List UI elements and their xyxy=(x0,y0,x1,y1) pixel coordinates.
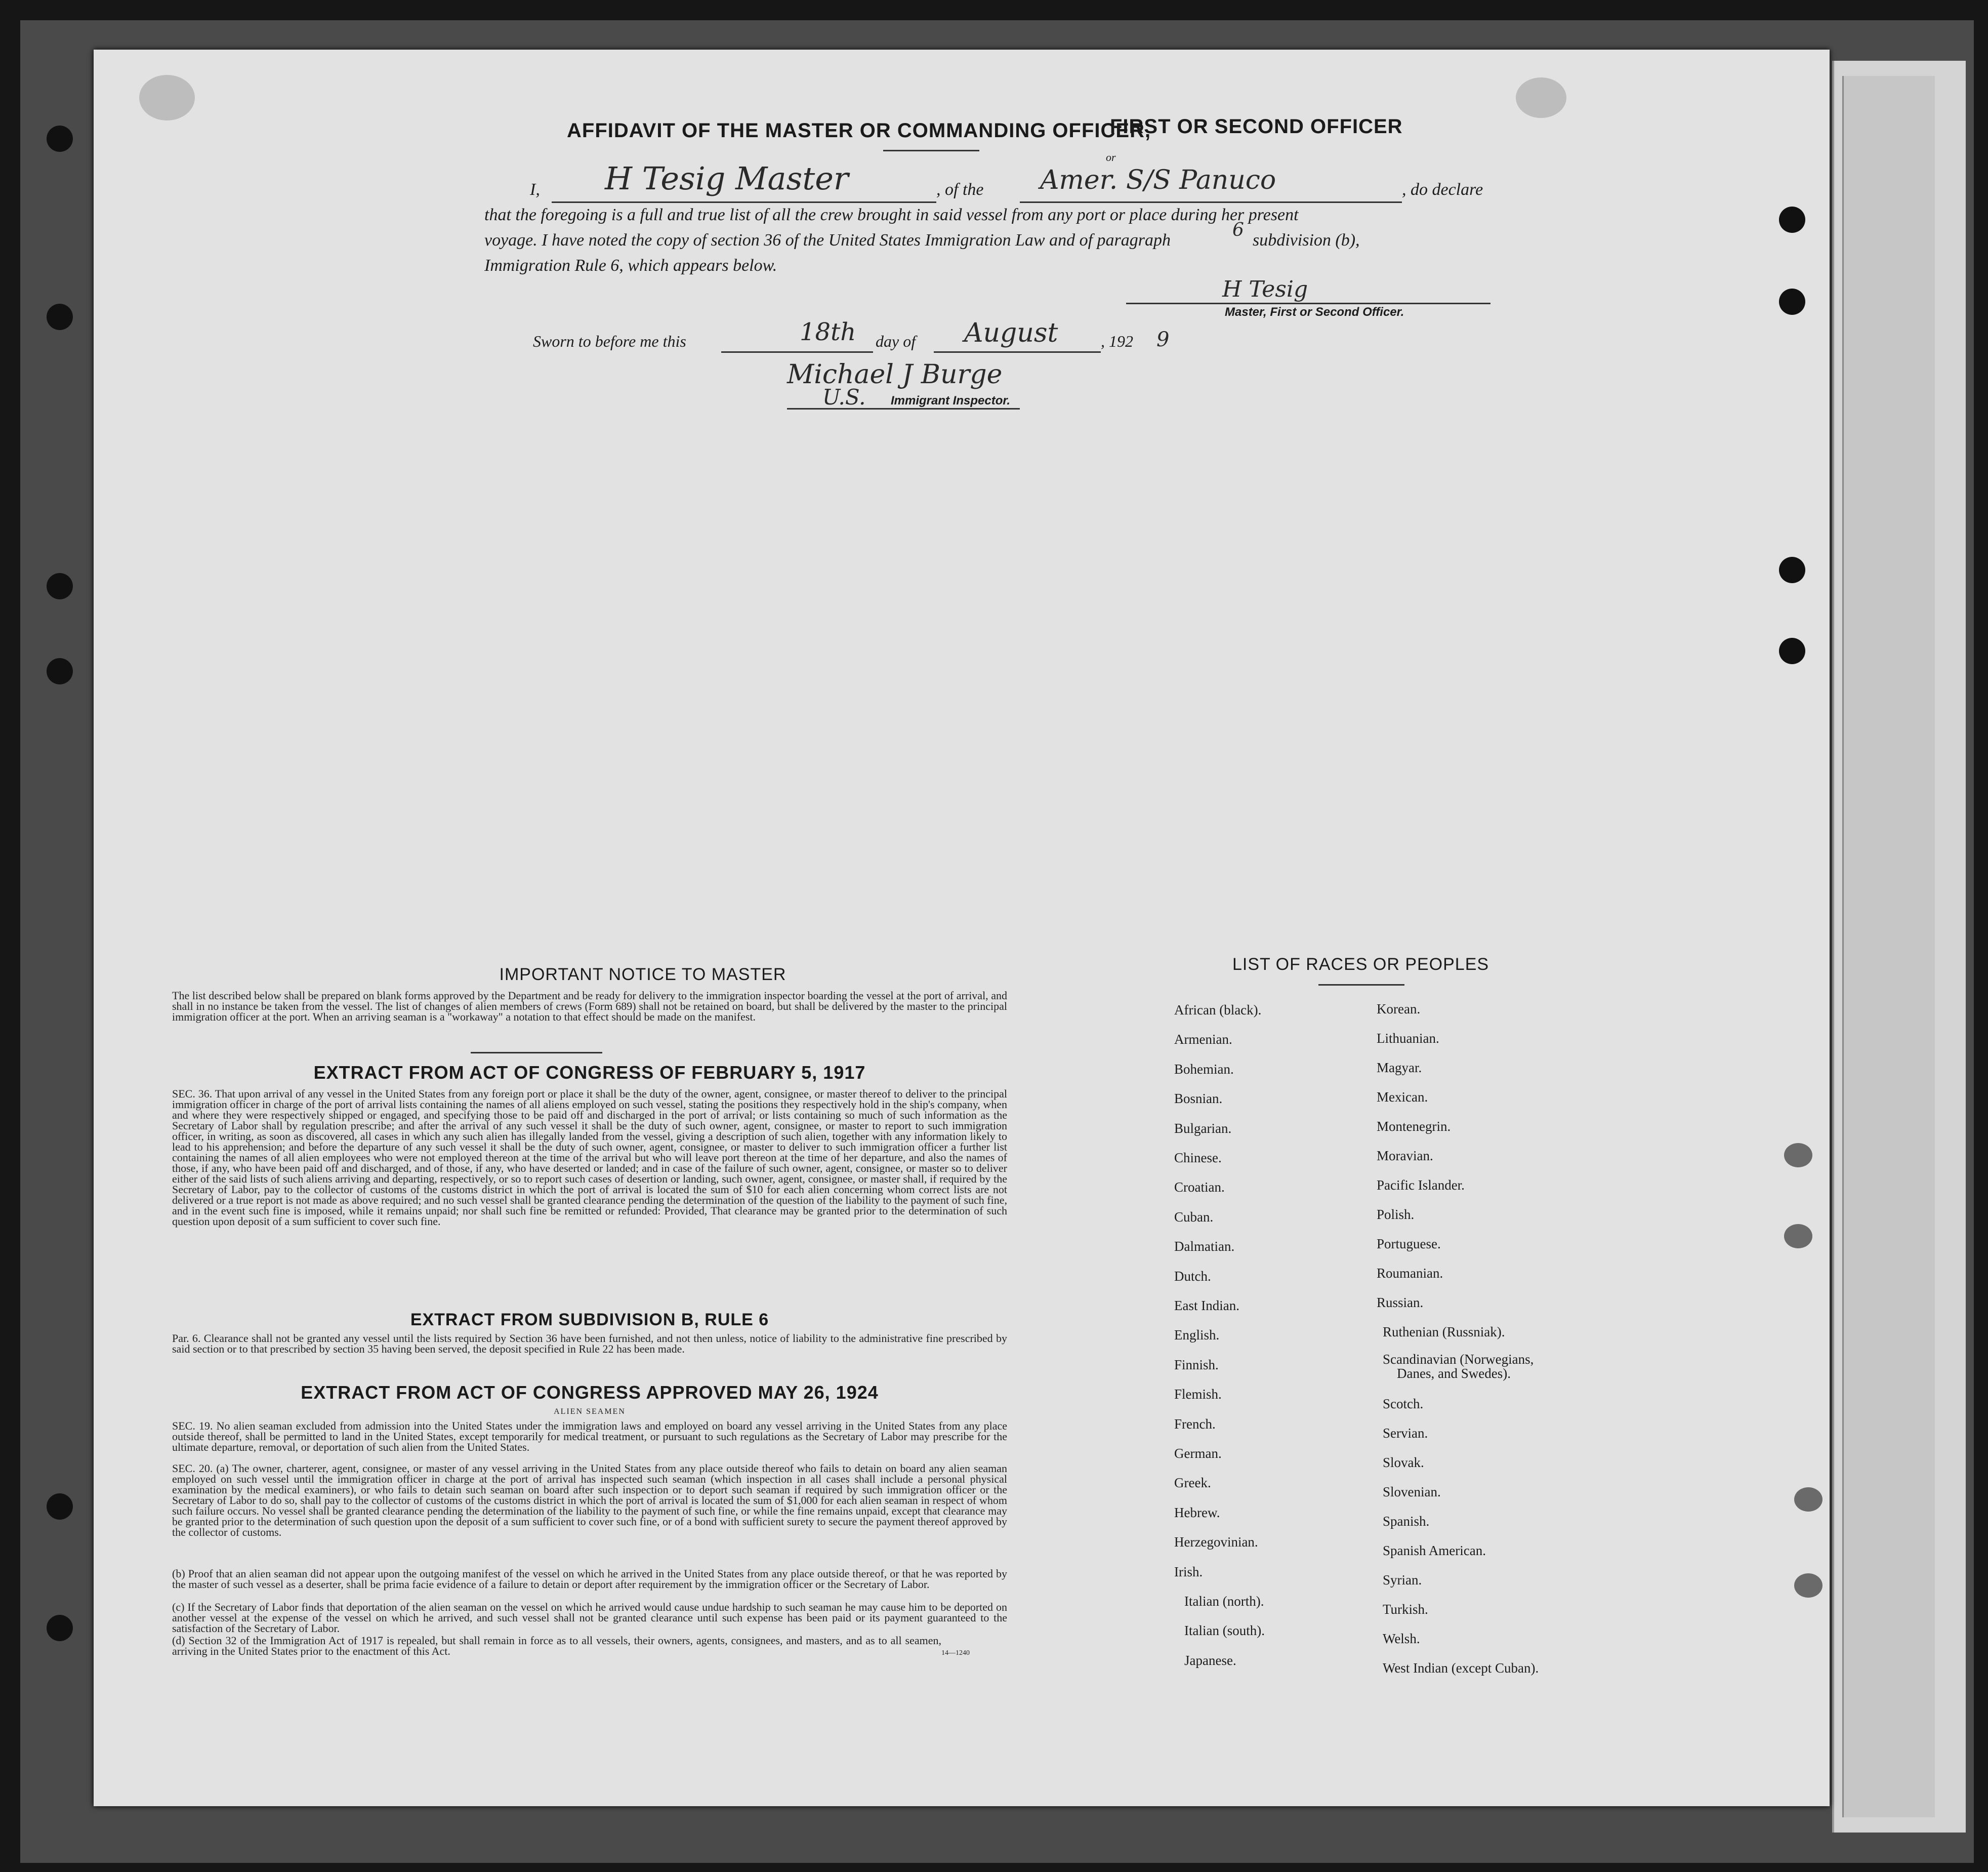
master-name-line xyxy=(552,201,936,203)
race-item: Mexican. xyxy=(1377,1089,1428,1105)
race-item: Greek. xyxy=(1174,1475,1211,1491)
day-line xyxy=(721,351,873,353)
binder-hole xyxy=(47,126,73,152)
day-of-label: day of xyxy=(876,332,916,350)
extract-1917-text: SEC. 36. That upon arrival of any vessel in the United States from any foreign port or place it shall be the duty of the owner, agent, consignee, or master thereof to deliver to the principal immigration officer in charge of the port of arrival lists containing the names of all aliens employed on such vessel, stating the positions they respectively hold in the ship's company, when and where they were respectively shipped or engaged, and specifying those to be paid off and discharged in the port of arrival; or lists containing so much of such information as the Secretary of Labor shall by regulation prescribe; and after the arrival of any such vessel it shall be the duty of such owner, agent, consignee, or master to report to such immigration officer, in writing, as soon as discovered, all cases in which any such alien has illegally landed from the vessel, giving a description of such alien, together with any information likely to lead to his apprehension; and before the departure of any such vessel it shall be the duty of such owner, agent, consignee, or master to deliver to such immigration officer a further list containing the names of all alien employees who were not employed thereon at the time of the arrival but who will leave port thereon at the time of her departure, and also the names of those, if any, who have been paid off and discharged, and of those, if any, who have deserted or landed; and in case of the failure of such owner, agent, consignee, or master so to deliver either of the said lists of such aliens arriving and departing, respectively, or so to report such cases of desertion or landing, such owner, agent, consignee, or master shall, if required by the Secretary of Labor, pay to the collector of customs of the customs district in which the port of arrival is located the sum of $10 for each alien concerning whom correct lists are not delivered or a true report is not made as above required; and no such vessel shall be granted clearance pending the determination of the question of the liability to the payment of such fine, and in the event such fine is imposed, while it remains unpaid; nor shall such fine be remitted or refunded: Provided, That clearance may be granted prior to the determination of such question upon deposit of a sum sufficient to cover such fine. xyxy=(172,1087,1007,1228)
race-item: Irish. xyxy=(1174,1564,1203,1579)
race-item: Croatian. xyxy=(1174,1179,1225,1195)
vessel-name-line xyxy=(1020,201,1402,203)
binder-hole xyxy=(1794,1487,1823,1512)
race-item: Welsh. xyxy=(1383,1631,1420,1646)
race-item: Chinese. xyxy=(1174,1150,1222,1165)
affidavit-title: AFFIDAVIT OF THE MASTER OR COMMANDING OFFICER, xyxy=(567,119,1151,142)
extract-rule6-title: EXTRACT FROM SUBDIVISION B, RULE 6 xyxy=(410,1310,769,1329)
affidavit-body-line-2b: subdivision (b), xyxy=(1253,231,1360,250)
race-item: Korean. xyxy=(1377,1001,1421,1016)
race-item: West Indian (except Cuban). xyxy=(1383,1660,1539,1676)
race-item: Italian (south). xyxy=(1184,1623,1265,1639)
extract-rule6-text: Par. 6. Clearance shall not be granted any vessel until the lists required by Section 36 have been furnished, and not then unless, notice of liability to the administrative fine prescribed by said section or to that prescribed by section 35 having been served, the deposit specified in Rule 22 has been made. xyxy=(172,1332,1007,1355)
race-item: Dutch. xyxy=(1174,1268,1211,1284)
race-item: Japanese. xyxy=(1184,1652,1236,1668)
race-item: Roumanian. xyxy=(1377,1266,1443,1281)
extract-1924-sec20d: (d) Section 32 of the Immigration Act of 1917 is repealed, but shall remain in force as to all vessels, their owners, agents, consignees, and masters, and as to all seamen, arriving in the United States prior to the enactment of this Act. xyxy=(172,1634,941,1657)
signature-caption: Master, First or Second Officer. xyxy=(1225,305,1404,319)
binder-hole xyxy=(1779,207,1805,233)
master-signature-handwritten: H Tesig xyxy=(1222,276,1308,302)
do-declare-label: , do declare xyxy=(1402,180,1483,199)
signature-line xyxy=(1126,303,1490,304)
race-item: Herzegovinian. xyxy=(1174,1534,1258,1550)
race-item: Slovenian. xyxy=(1383,1484,1441,1499)
binder-hole xyxy=(1779,557,1805,583)
of-the-label: , of the xyxy=(936,180,984,199)
title-rule xyxy=(883,150,979,151)
notice-title: IMPORTANT NOTICE TO MASTER xyxy=(499,965,786,984)
binder-hole xyxy=(1794,1573,1823,1598)
binder-hole xyxy=(47,304,73,330)
section-divider xyxy=(471,1052,602,1053)
month-handwritten: August xyxy=(964,318,1058,348)
race-item: Bosnian. xyxy=(1174,1091,1223,1107)
affidavit-body-line-3: Immigration Rule 6, which appears below. xyxy=(484,256,777,275)
race-item: Flemish. xyxy=(1174,1387,1222,1402)
binder-hole xyxy=(1784,1143,1812,1167)
binder-hole xyxy=(1779,289,1805,315)
inspector-caption: Immigrant Inspector. xyxy=(891,394,1011,408)
race-item: Bulgarian. xyxy=(1174,1120,1232,1136)
races-title: LIST OF RACES OR PEOPLES xyxy=(1232,955,1489,974)
race-item: Bohemian. xyxy=(1174,1061,1234,1077)
affidavit-body-line-1: that the foregoing is a full and true list of all the crew brought in said vessel from any port or place during her present xyxy=(484,206,1299,224)
vessel-name-handwritten: Amer. S/S Panuco xyxy=(1040,165,1276,195)
race-item: Turkish. xyxy=(1383,1602,1428,1617)
race-item: French. xyxy=(1174,1416,1216,1432)
us-handwritten: U.S. xyxy=(822,385,866,410)
year-handwritten: 9 xyxy=(1156,328,1170,351)
race-item: Slovak. xyxy=(1383,1455,1424,1470)
extract-1924-sec20c: (c) If the Secretary of Labor finds that deportation of the alien seaman on the vessel on which he arrived would cause undue hardship to such seaman he may cause him to be deported on another vessel at the expense of the vessel on which he arrived, and such vessel shall not be granted clearance until such expense has been paid or its payment guaranteed to the satisfaction of the Secretary of Labor. xyxy=(172,1601,1007,1635)
extract-1917-title: EXTRACT FROM ACT OF CONGRESS OF FEBRUARY 5, 1917 xyxy=(313,1062,866,1083)
paper-smudge xyxy=(139,75,195,120)
race-item: Montenegrin. xyxy=(1377,1119,1451,1134)
binder-hole xyxy=(1784,1224,1812,1248)
races-title-rule xyxy=(1318,984,1404,986)
race-item: Pacific Islander. xyxy=(1377,1177,1465,1193)
affidavit-title-right: FIRST OR SECOND OFFICER xyxy=(1110,115,1403,138)
extract-1924-sec19: SEC. 19. No alien seaman excluded from admission into the United States under the immigration laws and employed on board any vessel arriving in the United States from any place outside thereof, shall be permitted to land in the United States, except temporarily for medical treatment, or pursuant to such regulations as the Secretary of Labor may prescribe for the ultimate departure, removal, or deportation of such alien from the United States. xyxy=(172,1419,1007,1453)
affidavit-page xyxy=(94,50,1830,1806)
race-item: Syrian. xyxy=(1383,1572,1422,1588)
race-item: Lithuanian. xyxy=(1377,1031,1439,1046)
race-item: Russian. xyxy=(1377,1295,1424,1310)
paragraph-handwritten: 6 xyxy=(1232,220,1244,240)
day-handwritten: 18th xyxy=(800,318,856,346)
race-item: Scandinavian (Norwegians, xyxy=(1383,1352,1534,1367)
affidavit-body-line-2: voyage. I have noted the copy of section 36 of the United States Immigration Law and of paragraph xyxy=(484,231,1171,250)
binder-hole xyxy=(47,1493,73,1520)
races-right-column xyxy=(1377,1001,1680,1740)
race-item: East Indian. xyxy=(1174,1298,1239,1313)
inspector-signature-handwritten: Michael J Burge xyxy=(787,359,1003,390)
race-item: German. xyxy=(1174,1446,1222,1461)
master-name-handwritten: H Tesig Master xyxy=(605,160,849,197)
race-item: Spanish American. xyxy=(1383,1543,1486,1558)
month-line xyxy=(934,351,1101,353)
race-item: Cuban. xyxy=(1174,1209,1214,1225)
binder-hole xyxy=(1779,638,1805,664)
race-item: Dalmatian. xyxy=(1174,1239,1235,1254)
race-item: Hebrew. xyxy=(1174,1504,1220,1520)
extract-1924-sec20b: (b) Proof that an alien seaman did not appear upon the outgoing manifest of the vessel on which he arrived in the United States from any place outside thereof, or that he was reported by the master of such vessel as a deserter, shall be prima facie evidence of a failure to detain or deport after requirement by the immigration officer or the Secretary of Labor. xyxy=(172,1567,1007,1591)
extract-1924-title: EXTRACT FROM ACT OF CONGRESS APPROVED MAY 26, 1924 xyxy=(301,1382,879,1403)
or-mark: or xyxy=(1106,151,1116,164)
race-item: Armenian. xyxy=(1174,1032,1232,1047)
inspector-line xyxy=(787,408,1020,410)
race-item: Magyar. xyxy=(1377,1060,1422,1075)
race-item: Finnish. xyxy=(1174,1357,1219,1372)
race-item: English. xyxy=(1174,1327,1220,1343)
underlying-page-edge xyxy=(1842,76,1935,1817)
binder-hole xyxy=(47,1615,73,1641)
race-item: Portuguese. xyxy=(1377,1236,1441,1251)
sworn-label: Sworn to before me this xyxy=(533,332,686,350)
i-label: I, xyxy=(530,180,540,199)
extract-1924-subtitle: ALIEN SEAMEN xyxy=(554,1407,626,1416)
race-item: Scotch. xyxy=(1383,1396,1424,1411)
race-item: Servian. xyxy=(1383,1426,1428,1441)
binder-hole xyxy=(47,658,73,684)
race-item: Ruthenian (Russniak). xyxy=(1383,1324,1505,1339)
race-item: Danes, and Swedes). xyxy=(1397,1366,1511,1381)
race-item: African (black). xyxy=(1174,1002,1262,1018)
paper-smudge xyxy=(1516,77,1566,118)
races-left-column xyxy=(1174,1002,1387,1741)
notice-text: The list described below shall be prepared on blank forms approved by the Department and be ready for delivery to the immigration inspector boarding the vessel at the port of arrival, and shall in no instance be taken from the vessel. The list of changes of alien members of crews (Form 689) shall not be retained on board, but shall be delivered by the master to the principal immigration officer at the port. When an arriving seaman is a "workaway" a notation to that effect should be made on the manifest. xyxy=(172,989,1007,1023)
form-number: 14—1240 xyxy=(941,1649,970,1657)
race-item: Spanish. xyxy=(1383,1514,1430,1529)
extract-1924-sec20a: SEC. 20. (a) The owner, charterer, agent, consignee, or master of any vessel arriving in the United States from any place outside thereof who fails to detain on board any alien seaman employed on such vessel until the immigration officer in charge at the port of arrival has inspected such seaman (which inspection in all cases shall include a personal physical examination by the medical examiners), or who fails to detain such seaman on board after such inspection or to deport such seaman if required by such immigration officer or the Secretary of Labor to do so, shall pay to the collector of customs of the customs district in which the port of arrival is located the sum of $1,000 for each alien seaman in respect of whom such failure occurs. No vessel shall be granted clearance pending the determination of the liability to the payment of such fine, or while the fine remains unpaid, except that clearance may be granted prior to the determination of such question upon the deposit of a sum sufficient to cover such fine, or of a bond with sufficient surety to secure the payment thereof approved by the collector of customs. xyxy=(172,1462,1007,1538)
race-item: Moravian. xyxy=(1377,1148,1433,1163)
race-item: Polish. xyxy=(1377,1207,1415,1222)
binder-hole xyxy=(47,573,73,599)
year-prefix: , 192 xyxy=(1101,332,1133,350)
race-item: Italian (north). xyxy=(1184,1594,1264,1609)
